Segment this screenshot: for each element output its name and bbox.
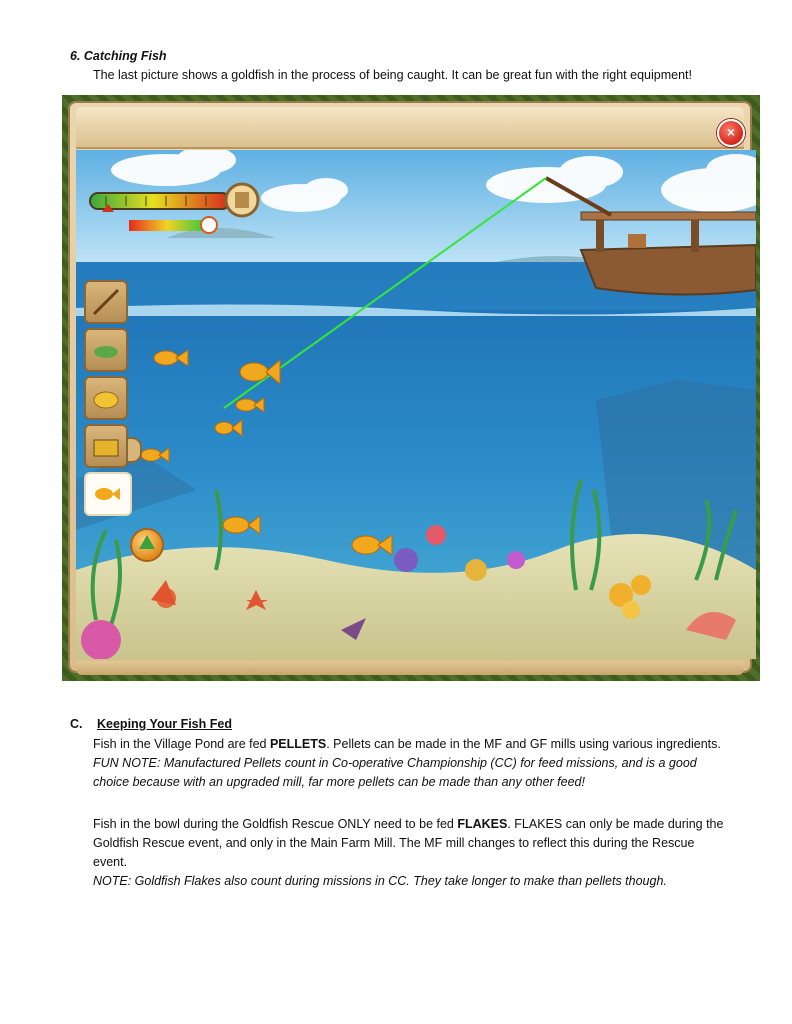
flakes-paragraph-line-3: event. (93, 855, 128, 869)
game-window-titlebar (76, 107, 744, 149)
game-window-footer (76, 661, 744, 675)
lure-icon (90, 334, 122, 366)
section-c-letter: C. (70, 717, 83, 731)
tool-goldfish[interactable] (84, 472, 132, 516)
fishing-scene (76, 150, 756, 659)
fishing-rod-icon (90, 286, 122, 318)
goldfish-icon (90, 478, 122, 510)
flakes-paragraph-line-1: Fish in the bowl during the Goldfish Rescue ONLY need to be fed FLAKES. FLAKES can only be made during the (93, 817, 724, 831)
upgrade-button[interactable] (130, 528, 164, 562)
game-window-frame (68, 101, 752, 673)
tool-bait[interactable] (84, 376, 128, 420)
tool-tackle-box[interactable] (84, 424, 128, 468)
flakes-paragraph-line-2: Goldfish Rescue event, and only in the Main Farm Mill. The MF mill changes to reflect this during the Rescue (93, 836, 695, 850)
tackle-box-icon (90, 430, 122, 462)
fun-note-line-1: FUN NOTE: Manufactured Pellets count in Co-operative Championship (CC) for feed missions, and is a good (93, 756, 697, 770)
tool-fishing-rod[interactable] (84, 280, 128, 324)
bait-icon (90, 382, 122, 414)
section-c-heading: Keeping Your Fish Fed (97, 717, 232, 731)
section-6-text: The last picture shows a goldfish in the process of being caught. It can be great fun with the right equipment! (93, 68, 692, 82)
game-screenshot (62, 95, 760, 681)
section-6-heading: 6. Catching Fish (70, 49, 167, 63)
pellets-paragraph: Fish in the Village Pond are fed PELLETS. Pellets can be made in the MF and GF mills using various ingredients. (93, 737, 721, 751)
close-button[interactable]: × (717, 119, 745, 147)
flakes-term: FLAKES (457, 817, 508, 831)
tool-lure[interactable] (84, 328, 128, 372)
pellets-term: PELLETS (269, 737, 327, 751)
flakes-note: NOTE: Goldfish Flakes also count during missions in CC. They take longer to make than pellets though. (93, 874, 667, 888)
fishing-scene-art (76, 150, 756, 659)
fun-note-line-2: choice because with an upgraded mill, far more pellets can be made than any other feed! (93, 775, 585, 789)
